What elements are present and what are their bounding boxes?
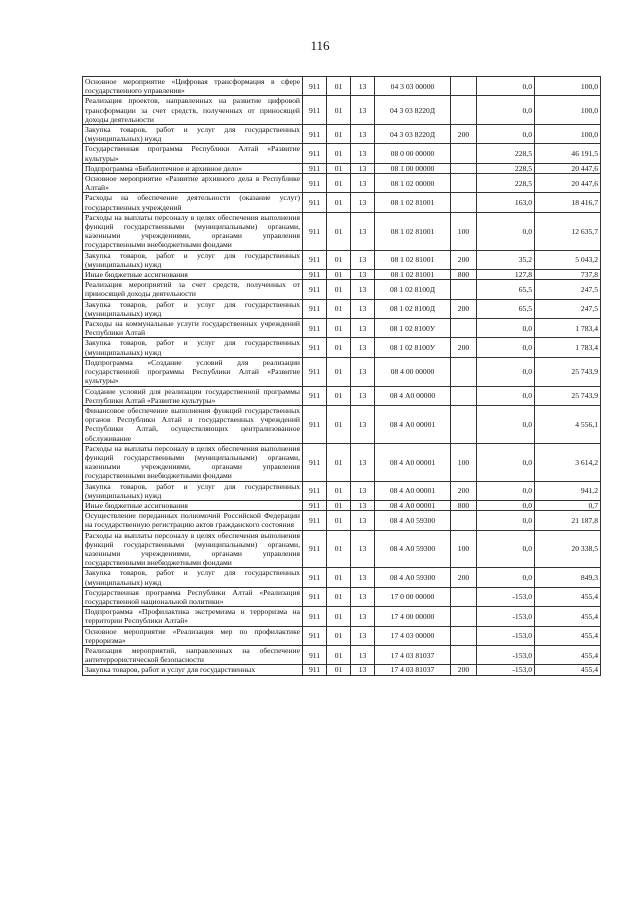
row-total-amount-cell: 20 447,6 xyxy=(535,174,601,193)
row-name-cell: Расходы на выплаты персоналу в целях обеспечения выполнения функций государственными (муниципальными) органами, казенными учреждениями, органами управления государственными внебюджетными фондами xyxy=(83,530,303,568)
table-row xyxy=(83,77,601,96)
row-total-amount-cell: 455,4 xyxy=(535,665,601,675)
row-target-article-cell: 08 4 А0 00001 xyxy=(375,500,451,510)
row-grbs-cell: 911 xyxy=(303,386,327,405)
row-target-article-cell: 17 4 03 81037 xyxy=(375,645,451,664)
row-total-amount-cell: 3 614,2 xyxy=(535,443,601,481)
row-target-article-cell: 08 1 02 00000 xyxy=(375,174,451,193)
row-change-amount-cell: 0,0 xyxy=(477,386,535,405)
row-subsection-cell: 13 xyxy=(351,386,375,405)
row-name-cell: Закупка товаров, работ и услуг для государственных (муниципальных) нужд xyxy=(83,568,303,587)
row-target-article-cell: 08 1 02 8100У xyxy=(375,338,451,357)
row-expense-type-cell: 100 xyxy=(451,212,477,250)
row-grbs-cell: 911 xyxy=(303,607,327,626)
row-grbs-cell: 911 xyxy=(303,163,327,173)
row-change-amount-cell: 65,5 xyxy=(477,280,535,299)
row-expense-type-cell xyxy=(451,96,477,125)
row-subsection-cell: 13 xyxy=(351,568,375,587)
row-expense-type-cell: 200 xyxy=(451,481,477,500)
row-total-amount-cell: 100,0 xyxy=(535,96,601,125)
row-grbs-cell: 911 xyxy=(303,443,327,481)
row-total-amount-cell: 21 187,8 xyxy=(535,511,601,530)
row-target-article-cell: 08 0 00 00000 xyxy=(375,144,451,163)
table-row xyxy=(83,212,601,250)
row-change-amount-cell: -153,0 xyxy=(477,587,535,606)
table-row xyxy=(83,568,601,587)
row-total-amount-cell: 4 556,1 xyxy=(535,405,601,443)
row-section-cell: 01 xyxy=(327,250,351,269)
row-section-cell: 01 xyxy=(327,174,351,193)
row-total-amount-cell: 849,3 xyxy=(535,568,601,587)
row-section-cell: 01 xyxy=(327,645,351,664)
row-change-amount-cell: 0,0 xyxy=(477,568,535,587)
row-target-article-cell: 08 1 02 81001 xyxy=(375,250,451,269)
row-expense-type-cell: 200 xyxy=(451,299,477,318)
row-name-cell: Основное мероприятие «Реализация мер по профилактике терроризма» xyxy=(83,626,303,645)
row-grbs-cell: 911 xyxy=(303,568,327,587)
row-change-amount-cell: 228,5 xyxy=(477,144,535,163)
table-row xyxy=(83,338,601,357)
row-section-cell: 01 xyxy=(327,500,351,510)
row-expense-type-cell xyxy=(451,174,477,193)
row-name-cell: Подпрограмма «Создание условий для реализации государственной программы Республики Алтай «Развитие культуры» xyxy=(83,357,303,386)
row-total-amount-cell: 455,4 xyxy=(535,645,601,664)
row-name-cell: Расходы на выплаты персоналу в целях обеспечения выполнения функций государственными (муниципальными) органами, казенными учреждениями, органами управления государственными внебюджетными фондами xyxy=(83,443,303,481)
row-name-cell: Подпрограмма «Профилактика экстремизма и терроризма на территории Республики Алтай» xyxy=(83,607,303,626)
row-change-amount-cell: -153,0 xyxy=(477,607,535,626)
row-subsection-cell: 13 xyxy=(351,500,375,510)
row-name-cell: Расходы на обеспечение деятельности (оказание услуг) государственных учреждений xyxy=(83,193,303,212)
row-grbs-cell: 911 xyxy=(303,299,327,318)
row-change-amount-cell: 127,8 xyxy=(477,270,535,280)
row-target-article-cell: 08 4 00 00000 xyxy=(375,357,451,386)
row-grbs-cell: 911 xyxy=(303,125,327,144)
row-name-cell: Расходы на выплаты персоналу в целях обеспечения выполнения функций государственными (муниципальными) органами, казенными учреждениями, органами управления государственными внебюджетными фондами xyxy=(83,212,303,250)
row-total-amount-cell: 247,5 xyxy=(535,280,601,299)
row-section-cell: 01 xyxy=(327,163,351,173)
row-expense-type-cell xyxy=(451,587,477,606)
row-grbs-cell: 911 xyxy=(303,357,327,386)
row-target-article-cell: 04 3 03 8220Д xyxy=(375,96,451,125)
row-grbs-cell: 911 xyxy=(303,144,327,163)
table-row xyxy=(83,163,601,173)
table-row xyxy=(83,357,601,386)
table-row xyxy=(83,626,601,645)
row-subsection-cell: 13 xyxy=(351,319,375,338)
row-section-cell: 01 xyxy=(327,587,351,606)
row-change-amount-cell: 0,0 xyxy=(477,357,535,386)
row-target-article-cell: 08 4 А0 00000 xyxy=(375,386,451,405)
row-name-cell: Закупка товаров, работ и услуг для государственных (муниципальных) нужд xyxy=(83,250,303,269)
row-expense-type-cell xyxy=(451,163,477,173)
row-expense-type-cell: 200 xyxy=(451,568,477,587)
row-subsection-cell: 13 xyxy=(351,665,375,675)
row-name-cell: Осуществление переданных полномочий Российской Федерации на государственную регистрацию актов гражданского состояния xyxy=(83,511,303,530)
row-target-article-cell: 08 4 А0 00001 xyxy=(375,443,451,481)
row-section-cell: 01 xyxy=(327,96,351,125)
row-change-amount-cell: 0,0 xyxy=(477,338,535,357)
row-change-amount-cell: 0,0 xyxy=(477,511,535,530)
table-row xyxy=(83,607,601,626)
row-change-amount-cell: 0,0 xyxy=(477,405,535,443)
row-total-amount-cell: 100,0 xyxy=(535,125,601,144)
table-row xyxy=(83,511,601,530)
row-change-amount-cell: 0,0 xyxy=(477,443,535,481)
table-row xyxy=(83,500,601,510)
row-total-amount-cell: 18 416,7 xyxy=(535,193,601,212)
row-change-amount-cell: 228,5 xyxy=(477,174,535,193)
row-grbs-cell: 911 xyxy=(303,405,327,443)
row-grbs-cell: 911 xyxy=(303,530,327,568)
row-total-amount-cell: 1 783,4 xyxy=(535,338,601,357)
row-change-amount-cell: 228,5 xyxy=(477,163,535,173)
table-row xyxy=(83,665,601,675)
row-change-amount-cell: 0,0 xyxy=(477,530,535,568)
row-section-cell: 01 xyxy=(327,125,351,144)
row-name-cell: Закупка товаров, работ и услуг для государственных (муниципальных) нужд xyxy=(83,125,303,144)
row-subsection-cell: 13 xyxy=(351,77,375,96)
row-name-cell: Расходы на коммунальные услуги государственных учреждений Республики Алтай xyxy=(83,319,303,338)
row-expense-type-cell: 100 xyxy=(451,530,477,568)
row-grbs-cell: 911 xyxy=(303,500,327,510)
row-expense-type-cell xyxy=(451,645,477,664)
row-grbs-cell: 911 xyxy=(303,338,327,357)
table-row xyxy=(83,319,601,338)
row-total-amount-cell: 25 743,9 xyxy=(535,386,601,405)
table-row xyxy=(83,174,601,193)
row-total-amount-cell: 20 338,5 xyxy=(535,530,601,568)
row-target-article-cell: 04 3 03 00000 xyxy=(375,77,451,96)
row-section-cell: 01 xyxy=(327,319,351,338)
row-name-cell: Закупка товаров, работ и услуг для государственных xyxy=(83,665,303,675)
row-subsection-cell: 13 xyxy=(351,587,375,606)
row-target-article-cell: 08 4 А0 00001 xyxy=(375,405,451,443)
row-grbs-cell: 911 xyxy=(303,626,327,645)
row-expense-type-cell: 200 xyxy=(451,250,477,269)
row-total-amount-cell: 5 043,2 xyxy=(535,250,601,269)
table-row xyxy=(83,193,601,212)
row-name-cell: Создание условий для реализации государственной программы Республики Алтай «Развитие культуры» xyxy=(83,386,303,405)
row-expense-type-cell xyxy=(451,511,477,530)
table-row xyxy=(83,299,601,318)
row-grbs-cell: 911 xyxy=(303,280,327,299)
row-section-cell: 01 xyxy=(327,443,351,481)
row-expense-type-cell xyxy=(451,193,477,212)
row-subsection-cell: 13 xyxy=(351,163,375,173)
row-change-amount-cell: 0,0 xyxy=(477,500,535,510)
row-total-amount-cell: 941,2 xyxy=(535,481,601,500)
row-change-amount-cell: -153,0 xyxy=(477,645,535,664)
table-row xyxy=(83,530,601,568)
row-total-amount-cell: 20 447,6 xyxy=(535,163,601,173)
row-section-cell: 01 xyxy=(327,607,351,626)
row-total-amount-cell: 0,7 xyxy=(535,500,601,510)
row-target-article-cell: 08 4 А0 59300 xyxy=(375,568,451,587)
row-target-article-cell: 17 4 00 00000 xyxy=(375,607,451,626)
row-grbs-cell: 911 xyxy=(303,665,327,675)
row-subsection-cell: 13 xyxy=(351,530,375,568)
row-section-cell: 01 xyxy=(327,511,351,530)
row-grbs-cell: 911 xyxy=(303,174,327,193)
row-total-amount-cell: 455,4 xyxy=(535,607,601,626)
row-change-amount-cell: 0,0 xyxy=(477,96,535,125)
row-grbs-cell: 911 xyxy=(303,319,327,338)
table-row xyxy=(83,280,601,299)
row-name-cell: Закупка товаров, работ и услуг для государственных (муниципальных) нужд xyxy=(83,481,303,500)
row-subsection-cell: 13 xyxy=(351,481,375,500)
row-name-cell: Реализация мероприятий, направленных на обеспечение антитеррористической безопасности xyxy=(83,645,303,664)
row-name-cell: Иные бюджетные ассигнования xyxy=(83,270,303,280)
row-section-cell: 01 xyxy=(327,270,351,280)
row-total-amount-cell: 12 635,7 xyxy=(535,212,601,250)
row-name-cell: Государственная программа Республики Алтай «Реализация государственной национальной политики» xyxy=(83,587,303,606)
row-expense-type-cell xyxy=(451,405,477,443)
row-subsection-cell: 13 xyxy=(351,607,375,626)
table-row xyxy=(83,270,601,280)
row-subsection-cell: 13 xyxy=(351,270,375,280)
table-row xyxy=(83,443,601,481)
row-target-article-cell: 08 4 А0 59300 xyxy=(375,511,451,530)
table-row xyxy=(83,386,601,405)
row-change-amount-cell: 0,0 xyxy=(477,319,535,338)
row-section-cell: 01 xyxy=(327,338,351,357)
table-row xyxy=(83,250,601,269)
row-expense-type-cell: 200 xyxy=(451,125,477,144)
row-subsection-cell: 13 xyxy=(351,338,375,357)
table-row xyxy=(83,405,601,443)
row-subsection-cell: 13 xyxy=(351,299,375,318)
row-section-cell: 01 xyxy=(327,626,351,645)
row-section-cell: 01 xyxy=(327,299,351,318)
row-section-cell: 01 xyxy=(327,357,351,386)
row-subsection-cell: 13 xyxy=(351,125,375,144)
row-expense-type-cell xyxy=(451,144,477,163)
row-expense-type-cell xyxy=(451,319,477,338)
row-subsection-cell: 13 xyxy=(351,144,375,163)
row-target-article-cell: 08 1 00 00000 xyxy=(375,163,451,173)
row-total-amount-cell: 247,5 xyxy=(535,299,601,318)
row-grbs-cell: 911 xyxy=(303,250,327,269)
row-name-cell: Закупка товаров, работ и услуг для государственных (муниципальных) нужд xyxy=(83,338,303,357)
row-expense-type-cell xyxy=(451,386,477,405)
table-row xyxy=(83,96,601,125)
row-change-amount-cell: 0,0 xyxy=(477,77,535,96)
budget-table xyxy=(82,76,601,676)
row-name-cell: Закупка товаров, работ и услуг для государственных (муниципальных) нужд xyxy=(83,299,303,318)
row-expense-type-cell xyxy=(451,357,477,386)
row-subsection-cell: 13 xyxy=(351,96,375,125)
row-grbs-cell: 911 xyxy=(303,77,327,96)
row-expense-type-cell: 800 xyxy=(451,270,477,280)
row-target-article-cell: 17 4 03 81037 xyxy=(375,665,451,675)
row-section-cell: 01 xyxy=(327,530,351,568)
row-total-amount-cell: 46 191,5 xyxy=(535,144,601,163)
row-section-cell: 01 xyxy=(327,193,351,212)
row-expense-type-cell: 200 xyxy=(451,665,477,675)
row-total-amount-cell: 100,0 xyxy=(535,77,601,96)
row-name-cell: Подпрограмма «Библиотечное и архивное дело» xyxy=(83,163,303,173)
row-name-cell: Реализация мероприятий за счет средств, полученных от приносящей доходы деятельности xyxy=(83,280,303,299)
row-section-cell: 01 xyxy=(327,405,351,443)
row-change-amount-cell: 163,0 xyxy=(477,193,535,212)
row-name-cell: Иные бюджетные ассигнования xyxy=(83,500,303,510)
table-row xyxy=(83,587,601,606)
table-row xyxy=(83,144,601,163)
row-subsection-cell: 13 xyxy=(351,357,375,386)
row-name-cell: Государственная программа Республики Алтай «Развитие культуры» xyxy=(83,144,303,163)
row-section-cell: 01 xyxy=(327,77,351,96)
row-subsection-cell: 13 xyxy=(351,174,375,193)
row-target-article-cell: 08 4 А0 00001 xyxy=(375,481,451,500)
row-expense-type-cell xyxy=(451,626,477,645)
row-expense-type-cell: 800 xyxy=(451,500,477,510)
row-subsection-cell: 13 xyxy=(351,645,375,664)
row-grbs-cell: 911 xyxy=(303,96,327,125)
row-grbs-cell: 911 xyxy=(303,587,327,606)
table-row xyxy=(83,481,601,500)
row-target-article-cell: 08 1 02 81001 xyxy=(375,270,451,280)
row-grbs-cell: 911 xyxy=(303,511,327,530)
row-change-amount-cell: 0,0 xyxy=(477,481,535,500)
row-section-cell: 01 xyxy=(327,212,351,250)
row-grbs-cell: 911 xyxy=(303,212,327,250)
row-total-amount-cell: 1 783,4 xyxy=(535,319,601,338)
row-change-amount-cell: -153,0 xyxy=(477,665,535,675)
row-subsection-cell: 13 xyxy=(351,250,375,269)
row-name-cell: Реализация проектов, направленных на развитие цифровой трансформации за счет средств, полученных от приносящей доходы деятельности xyxy=(83,96,303,125)
row-expense-type-cell xyxy=(451,280,477,299)
row-name-cell: Финансовое обеспечение выполнения функций государственных органов Республики Алтай и государственных учреждений Республики Алтай, осуществляющих централизованное обслуживание xyxy=(83,405,303,443)
row-section-cell: 01 xyxy=(327,280,351,299)
row-subsection-cell: 13 xyxy=(351,280,375,299)
row-change-amount-cell: 0,0 xyxy=(477,125,535,144)
row-subsection-cell: 13 xyxy=(351,193,375,212)
row-target-article-cell: 17 0 00 00000 xyxy=(375,587,451,606)
row-target-article-cell: 08 1 02 8100У xyxy=(375,319,451,338)
row-change-amount-cell: 65,5 xyxy=(477,299,535,318)
row-change-amount-cell: 0,0 xyxy=(477,212,535,250)
row-expense-type-cell: 200 xyxy=(451,338,477,357)
row-change-amount-cell: -153,0 xyxy=(477,626,535,645)
page-number: 116 xyxy=(310,38,330,53)
row-total-amount-cell: 455,4 xyxy=(535,587,601,606)
row-target-article-cell: 08 1 02 81001 xyxy=(375,212,451,250)
row-expense-type-cell xyxy=(451,607,477,626)
row-target-article-cell: 08 4 А0 59300 xyxy=(375,530,451,568)
row-target-article-cell: 08 1 02 8100Д xyxy=(375,299,451,318)
table-row xyxy=(83,645,601,664)
table-row xyxy=(83,125,601,144)
row-section-cell: 01 xyxy=(327,568,351,587)
row-target-article-cell: 17 4 03 00000 xyxy=(375,626,451,645)
row-subsection-cell: 13 xyxy=(351,511,375,530)
row-total-amount-cell: 737,8 xyxy=(535,270,601,280)
row-name-cell: Основное мероприятие «Цифровая трансформация в сфере государственного управления» xyxy=(83,77,303,96)
row-subsection-cell: 13 xyxy=(351,212,375,250)
row-change-amount-cell: 35,2 xyxy=(477,250,535,269)
row-grbs-cell: 911 xyxy=(303,481,327,500)
row-target-article-cell: 08 1 02 8100Д xyxy=(375,280,451,299)
row-grbs-cell: 911 xyxy=(303,270,327,280)
row-section-cell: 01 xyxy=(327,665,351,675)
row-section-cell: 01 xyxy=(327,481,351,500)
row-expense-type-cell xyxy=(451,77,477,96)
row-subsection-cell: 13 xyxy=(351,405,375,443)
row-section-cell: 01 xyxy=(327,144,351,163)
row-section-cell: 01 xyxy=(327,386,351,405)
table-body xyxy=(83,77,601,676)
row-subsection-cell: 13 xyxy=(351,626,375,645)
row-grbs-cell: 911 xyxy=(303,193,327,212)
row-total-amount-cell: 455,4 xyxy=(535,626,601,645)
row-name-cell: Основное мероприятие «Развитие архивного дела в Республике Алтай» xyxy=(83,174,303,193)
row-expense-type-cell: 100 xyxy=(451,443,477,481)
row-subsection-cell: 13 xyxy=(351,443,375,481)
row-target-article-cell: 08 1 02 81001 xyxy=(375,193,451,212)
row-target-article-cell: 04 3 03 8220Д xyxy=(375,125,451,144)
row-total-amount-cell: 25 743,9 xyxy=(535,357,601,386)
row-grbs-cell: 911 xyxy=(303,645,327,664)
